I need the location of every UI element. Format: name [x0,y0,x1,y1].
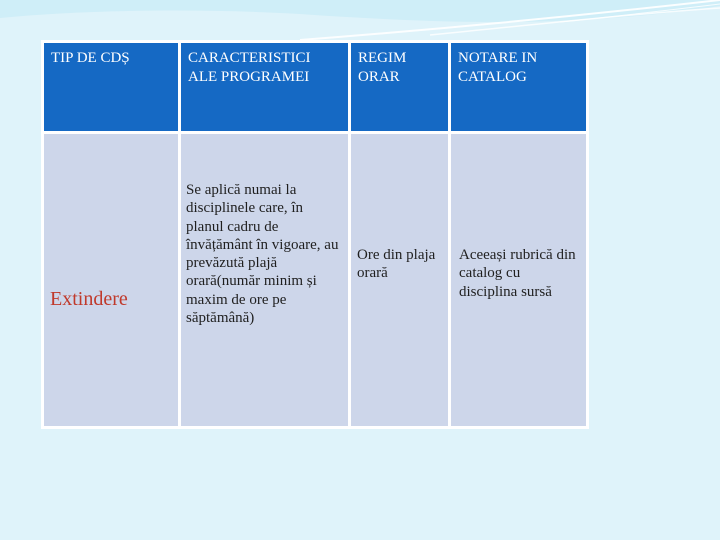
caracteristici-text: Se aplică numai la disciplinele care, în planul cadru de învățământ în vigoare, au prevăzută plajă orară(număr minim și maxim de ore pe săptămână) [186,182,339,327]
header-notare-catalog: NOTARE IN CATALOG [450,42,588,133]
cell-caracteristici [180,133,350,428]
regim-text: Ore din plaja orară [357,247,436,282]
table-header-row [43,42,588,133]
header-regim-orar: REGIM ORAR [350,42,450,133]
notare-text: Aceeași rubrică din catalog cu disciplina sursă [459,247,576,300]
cds-table [41,40,589,429]
table-row [43,133,588,428]
header-caracteristici: CARACTERISTICI ALE PROGRAMEI [180,42,350,133]
cell-tip [43,133,180,428]
tip-extindere-text: Extindere [50,288,128,310]
header-tip-cds: TIP DE CDȘ [43,42,180,133]
cell-notare [450,133,588,428]
cell-regim [350,133,450,428]
